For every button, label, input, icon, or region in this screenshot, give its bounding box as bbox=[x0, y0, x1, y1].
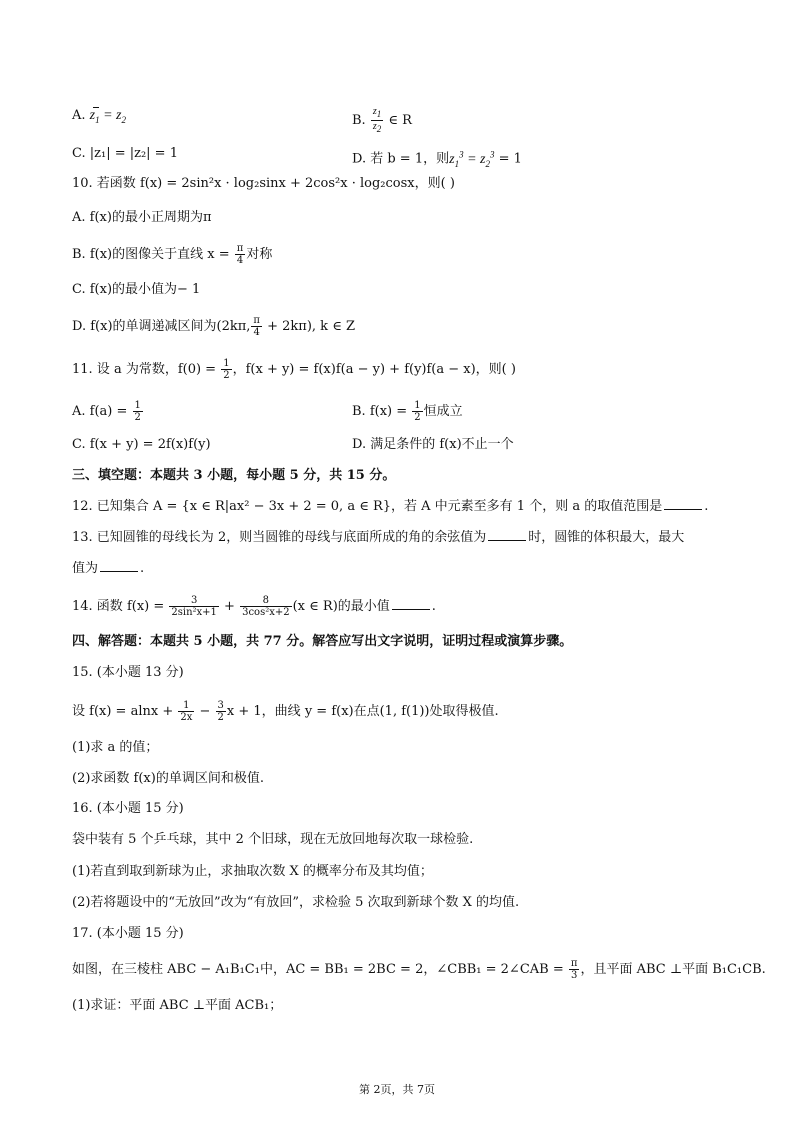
q16-heading: 16. (本小题 15 分) bbox=[72, 801, 184, 816]
page-footer: 第 2页，共 7页 bbox=[359, 1083, 435, 1096]
q9-b-fraction: $\frac{z_1}{z_2}$ bbox=[372, 106, 382, 134]
q15-fraction-1: $\frac{1}{2x}$ bbox=[180, 700, 193, 723]
q15-part-1: (1)求 a 的值； bbox=[72, 740, 159, 755]
q12-answer-blank bbox=[664, 509, 702, 510]
q17-fraction: $\frac{\pi}{3}$ bbox=[570, 958, 578, 981]
q15-heading: 15. (本小题 13 分) bbox=[72, 665, 184, 680]
q10-stem: 10. 若函数 f(x) = 2sin²x · log₂sinx + 2cos²x · log₂cosx，则( ) bbox=[72, 176, 455, 191]
q14-fraction-2: $\frac{8}{\text{3cos²x+2}}$ bbox=[242, 595, 290, 618]
q12-stem: 12. 已知集合 A = {x ∈ R|ax² − 3x + 2 = 0, a ∈ R}，若 A 中元素至多有 1 个，则 a 的取值范围是 . bbox=[72, 499, 709, 514]
q9-option-d: D. 若 b = 1，则$z_1^3 = z_2^3 = 1$ bbox=[352, 149, 522, 169]
q11-option-c: C. f(x + y) = 2f(x)f(y) bbox=[72, 437, 211, 452]
q13-answer-blank-2 bbox=[100, 571, 138, 572]
q9-d-math: $z_1^3 = z_2^3$ bbox=[449, 149, 495, 169]
q10-d-fraction: $\frac{\pi}{4}$ bbox=[253, 315, 260, 338]
q11-option-b: B. f(x) = $\frac{1}{2}$ 恒成立 bbox=[352, 400, 463, 423]
q10-option-c: C. f(x)的最小值为− 1 bbox=[72, 282, 201, 297]
q11-stem: 11. 设 a 为常数，f(0) = $\frac{1}{2}$ ，f(x + y) = f(x)f(a − y) + f(y)f(a − x)，则( ) bbox=[72, 358, 516, 381]
q13-stem: 13. 已知圆锥的母线长为 2，则当圆锥的母线与底面所成的角的余弦值为 时，圆锥的体积最大，最大 bbox=[72, 530, 685, 545]
q13-stem-line2: 值为 . bbox=[72, 561, 145, 576]
q11-b-fraction: $\frac{1}{2}$ bbox=[414, 400, 421, 423]
q9-option-c: C. |z₁| = |z₂| = 1 bbox=[72, 146, 178, 161]
q9-option-a: A. $z_1 = z_2$ bbox=[72, 108, 127, 125]
q15-stem: 设 f(x) = alnx + $\frac{1}{2x}$ − $\frac{3}{2}$ x + 1，曲线 y = f(x)在点(1, f(1))处取得极值. bbox=[72, 700, 499, 723]
q11-stem-fraction: $\frac{1}{2}$ bbox=[223, 358, 230, 381]
q16-part-2: (2)若将题设中的“无放回”改为“有放回”，求检验 5 次取到新球个数 X 的均值. bbox=[72, 895, 520, 910]
section-4-heading: 四、解答题：本题共 5 小题，共 77 分。解答应写出文字说明，证明过程或演算步骤。 bbox=[72, 634, 573, 649]
q9-option-b: B. $\frac{z_1}{z_2}$ ∈ R bbox=[352, 106, 412, 134]
q13-answer-blank-1 bbox=[488, 540, 526, 541]
q16-stem: 袋中装有 5 个乒乓球，其中 2 个旧球，现在无放回地每次取一球检验. bbox=[72, 832, 474, 847]
q10-b-fraction: $\frac{\pi}{4}$ bbox=[236, 243, 244, 266]
q11-option-a: A. f(a) = $\frac{1}{2}$ bbox=[72, 400, 141, 423]
q16-part-1: (1)若直到取到新球为止，求抽取次数 X 的概率分布及其均值； bbox=[72, 864, 433, 879]
q9-a-math: $z_1 = z_2$ bbox=[89, 108, 127, 125]
q11-a-fraction: $\frac{1}{2}$ bbox=[134, 400, 141, 423]
q17-stem: 如图，在三棱柱 ABC − A₁B₁C₁中，AC = BB₁ = 2BC = 2，∠CBB₁ = 2∠CAB = $\frac{\pi}{3}$ ，且平面 ABC ⊥平面 B₁C₁CB. bbox=[72, 958, 766, 981]
q14-fraction-1: $\frac{3}{\text{2sin²x+1}}$ bbox=[171, 595, 217, 618]
q17-heading: 17. (本小题 15 分) bbox=[72, 926, 184, 941]
section-3-heading: 三、填空题：本题共 3 小题，每小题 5 分，共 15 分。 bbox=[72, 468, 396, 483]
q10-option-a: A. f(x)的最小正周期为π bbox=[72, 210, 212, 225]
q11-option-d: D. 满足条件的 f(x)不止一个 bbox=[352, 437, 514, 452]
q14-answer-blank bbox=[392, 609, 430, 610]
q14-stem: 14. 函数 f(x) = $\frac{3}{\text{2sin²x+1}}$ + $\frac{8}{\text{3cos²x+2}}$ (x ∈ R)的最小值 . bbox=[72, 595, 436, 618]
q17-part-1: (1)求证：平面 ABC ⊥平面 ACB₁； bbox=[72, 998, 283, 1013]
q15-part-2: (2)求函数 f(x)的单调区间和极值. bbox=[72, 771, 264, 786]
q10-option-d: D. f(x)的单调递减区间为(2kπ, $\frac{\pi}{4}$ + 2kπ), k ∈ Z bbox=[72, 315, 355, 338]
q15-fraction-2: $\frac{3}{2}$ bbox=[217, 700, 224, 723]
q10-option-b: B. f(x)的图像关于直线 x = $\frac{\pi}{4}$ 对称 bbox=[72, 243, 273, 266]
